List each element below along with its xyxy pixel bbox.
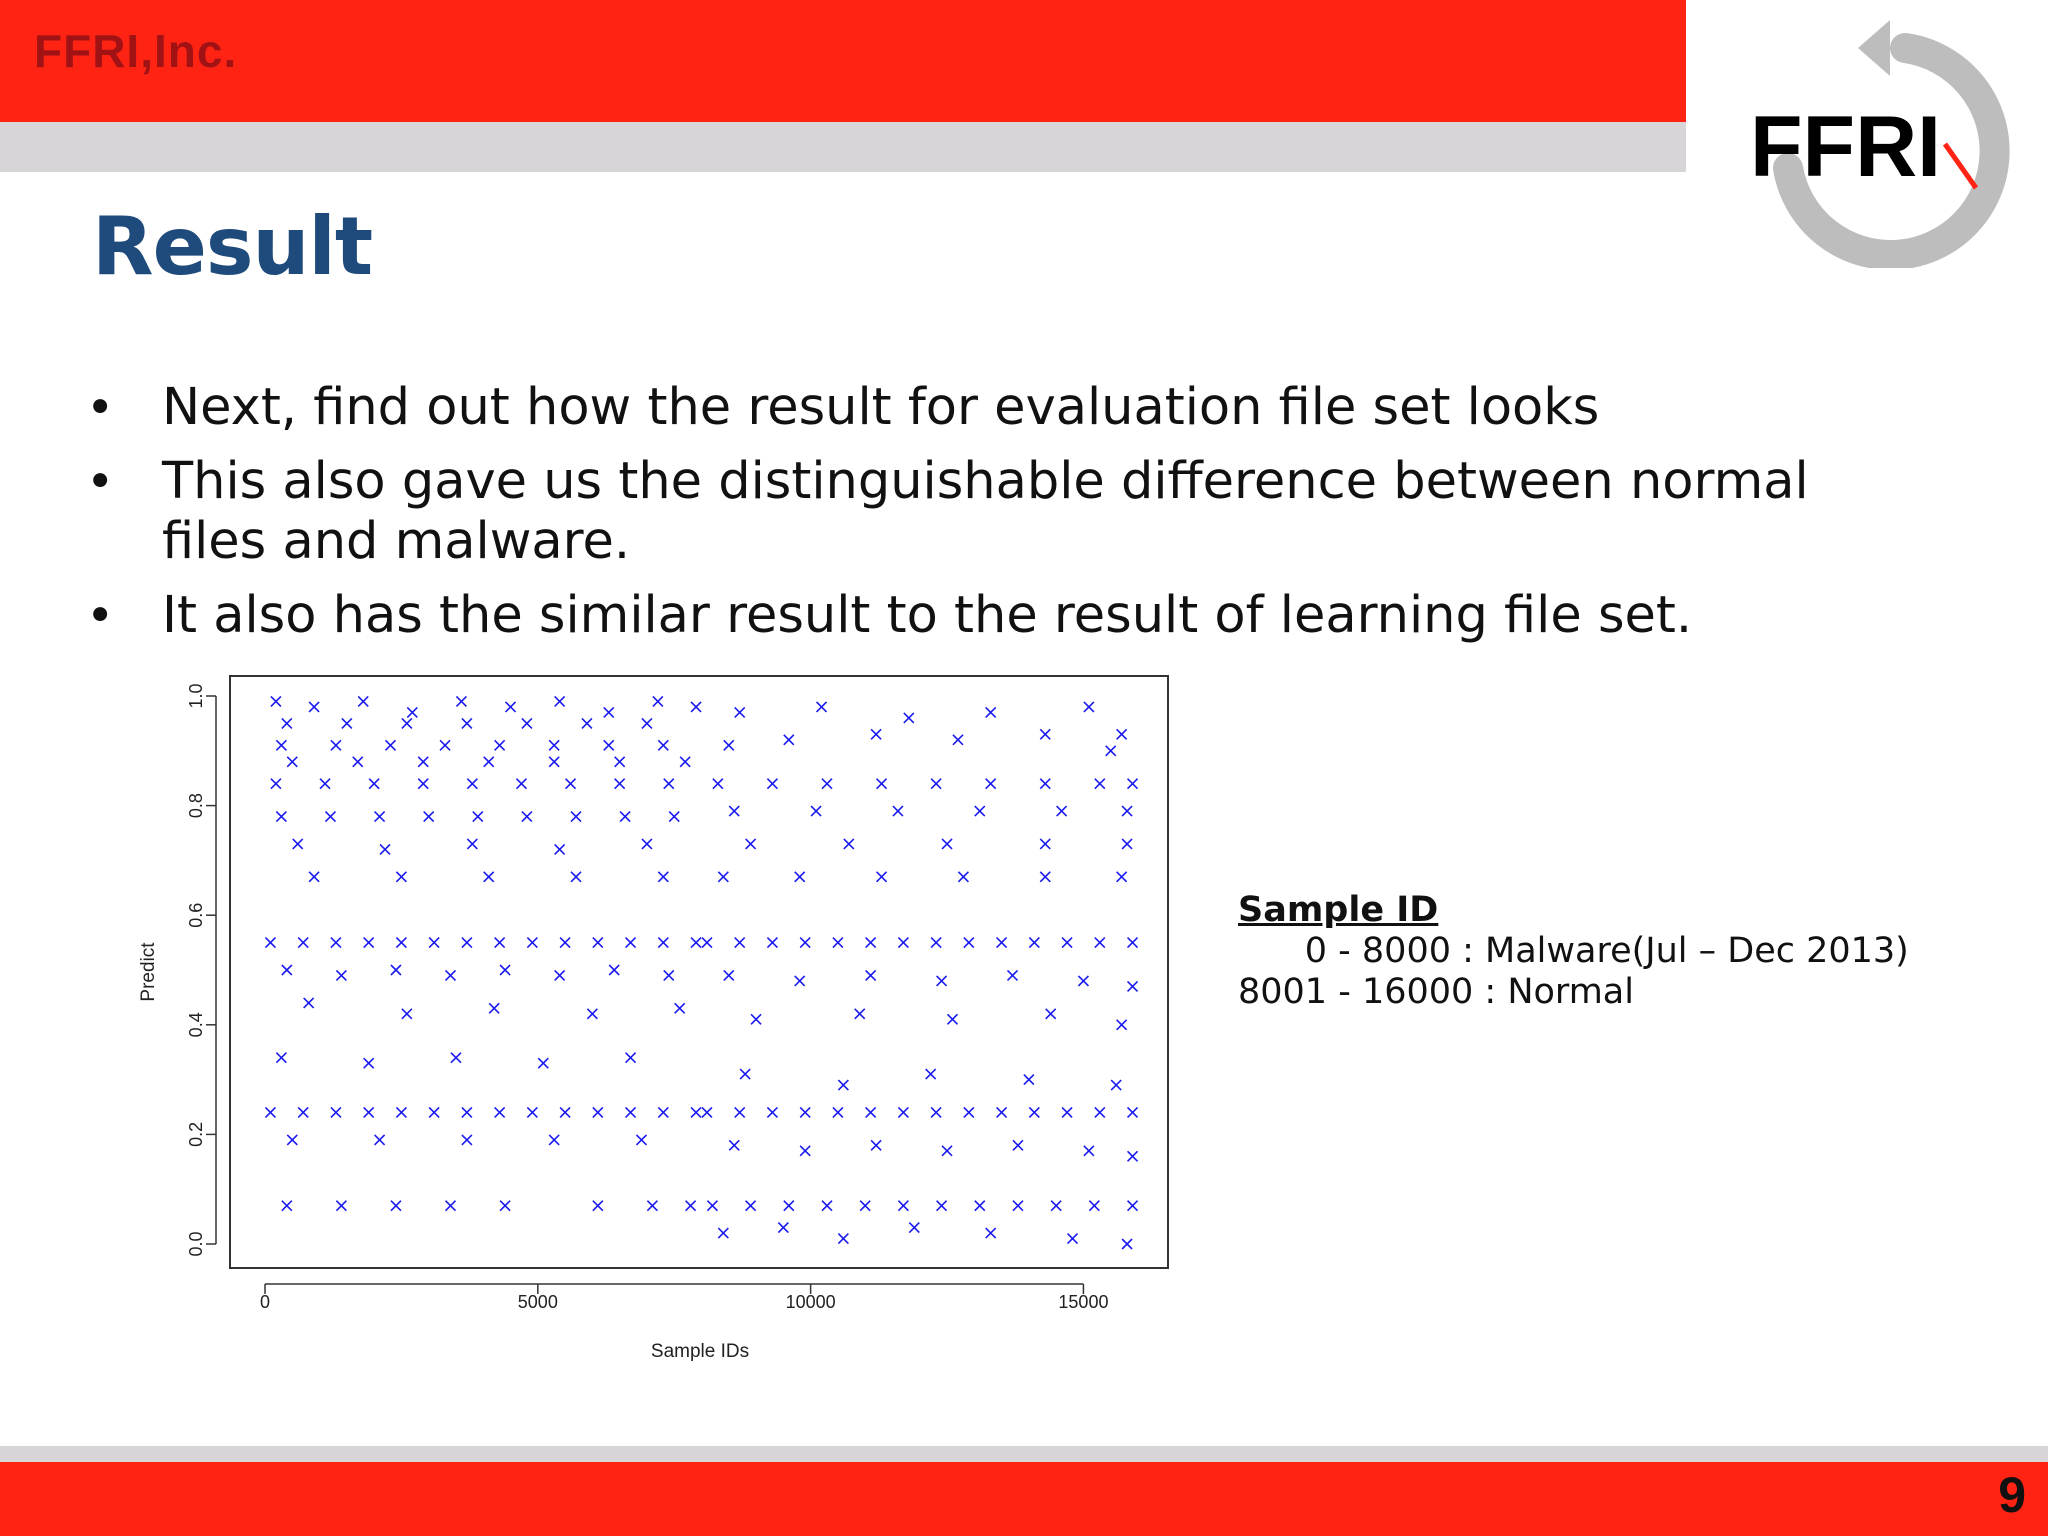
- data-point: [1013, 1140, 1023, 1150]
- bullet-text: Next, find out how the result for evaluation file set looks: [162, 378, 1600, 437]
- data-point: [1040, 839, 1050, 849]
- data-point: [282, 1201, 292, 1211]
- data-point: [898, 938, 908, 948]
- data-point: [385, 740, 395, 750]
- y-axis-label: Predict: [138, 942, 159, 1002]
- data-point: [866, 938, 876, 948]
- data-point: [997, 938, 1007, 948]
- bullet-item: [82, 586, 1922, 646]
- bullet-marker: •: [86, 380, 115, 436]
- data-point: [767, 1107, 777, 1117]
- data-point: [691, 938, 701, 948]
- data-point: [626, 1107, 636, 1117]
- data-point: [1089, 1201, 1099, 1211]
- data-point: [402, 1009, 412, 1019]
- data-point: [877, 779, 887, 789]
- data-point: [298, 938, 308, 948]
- data-point: [691, 1107, 701, 1117]
- bullet-list: [82, 378, 1922, 660]
- header-red-band: [0, 0, 1686, 122]
- data-point: [342, 718, 352, 728]
- data-point: [566, 779, 576, 789]
- data-point: [282, 965, 292, 975]
- data-point: [1122, 806, 1132, 816]
- data-point: [1128, 938, 1138, 948]
- data-point: [271, 696, 281, 706]
- data-point: [724, 740, 734, 750]
- data-point: [735, 1107, 745, 1117]
- data-point: [549, 1135, 559, 1145]
- data-point: [838, 1080, 848, 1090]
- data-point: [735, 707, 745, 717]
- data-point: [795, 976, 805, 986]
- data-point: [446, 970, 456, 980]
- data-point: [893, 806, 903, 816]
- data-point: [1111, 1080, 1121, 1090]
- data-point: [958, 872, 968, 882]
- data-point: [500, 1201, 510, 1211]
- data-point: [276, 740, 286, 750]
- data-point: [871, 729, 881, 739]
- data-point: [860, 1201, 870, 1211]
- data-point: [309, 702, 319, 712]
- data-point: [1051, 1201, 1061, 1211]
- data-point: [664, 970, 674, 980]
- data-point: [642, 839, 652, 849]
- data-point: [555, 696, 565, 706]
- data-point: [718, 872, 728, 882]
- data-point: [304, 998, 314, 1008]
- bullet-text: It also has the similar result to the result of learning file set.: [162, 586, 1693, 645]
- data-point: [571, 872, 581, 882]
- data-point: [707, 1201, 717, 1211]
- data-point: [1029, 938, 1039, 948]
- data-point: [795, 872, 805, 882]
- data-point: [391, 1201, 401, 1211]
- data-point: [462, 718, 472, 728]
- data-point: [811, 806, 821, 816]
- data-point: [375, 1135, 385, 1145]
- data-point: [265, 938, 275, 948]
- data-point: [364, 1107, 374, 1117]
- data-point: [462, 1107, 472, 1117]
- data-point: [626, 938, 636, 948]
- data-point: [331, 740, 341, 750]
- data-point: [653, 696, 663, 706]
- data-point: [364, 938, 374, 948]
- data-point: [926, 1069, 936, 1079]
- data-point: [751, 1014, 761, 1024]
- y-tick-label: 1.0: [186, 683, 206, 709]
- data-point: [549, 757, 559, 767]
- data-point: [484, 757, 494, 767]
- data-point: [484, 872, 494, 882]
- data-point: [456, 696, 466, 706]
- data-point: [331, 938, 341, 948]
- data-point: [1024, 1075, 1034, 1085]
- page-number: 9: [1998, 1467, 2026, 1523]
- bullet-marker: •: [86, 454, 115, 510]
- sample-id-legend: [1238, 890, 1909, 1013]
- data-point: [467, 839, 477, 849]
- data-point: [931, 1107, 941, 1117]
- data-point: [1062, 938, 1072, 948]
- data-point: [1095, 938, 1105, 948]
- data-point: [555, 970, 565, 980]
- data-point: [844, 839, 854, 849]
- data-point: [931, 938, 941, 948]
- data-point: [527, 1107, 537, 1117]
- data-point: [1106, 746, 1116, 756]
- data-point: [642, 718, 652, 728]
- data-point: [800, 938, 810, 948]
- data-point: [647, 1201, 657, 1211]
- data-point: [571, 812, 581, 822]
- data-point: [615, 757, 625, 767]
- data-point: [1046, 1009, 1056, 1019]
- data-point: [1128, 1151, 1138, 1161]
- data-point: [495, 1107, 505, 1117]
- data-point: [396, 872, 406, 882]
- plot-frame: [230, 676, 1168, 1268]
- data-point: [767, 938, 777, 948]
- bullet-item: [82, 378, 1922, 438]
- data-point: [904, 713, 914, 723]
- data-point: [937, 1201, 947, 1211]
- logo-text: FFRI: [1750, 99, 1942, 195]
- data-point: [1128, 1201, 1138, 1211]
- data-point: [522, 718, 532, 728]
- data-point: [975, 806, 985, 816]
- data-point: [549, 740, 559, 750]
- data-point: [538, 1058, 548, 1068]
- company-name: FFRI,Inc.: [34, 25, 238, 77]
- data-point: [838, 1234, 848, 1244]
- data-point: [320, 779, 330, 789]
- legend-line-normal: 8001 - 16000 : Normal: [1238, 972, 1634, 1012]
- data-point: [1040, 729, 1050, 739]
- bullet-text: This also gave us the distinguishable difference between normal files and malware.: [162, 452, 1809, 571]
- data-point: [615, 779, 625, 789]
- prediction-scatter-chart: [130, 672, 1190, 1372]
- data-point: [462, 938, 472, 948]
- data-point: [691, 702, 701, 712]
- data-point: [424, 812, 434, 822]
- x-tick-label: 10000: [785, 1292, 836, 1312]
- y-tick-label: 0.8: [186, 793, 206, 819]
- data-point: [702, 1107, 712, 1117]
- data-point: [495, 938, 505, 948]
- data-point: [451, 1053, 461, 1063]
- data-point: [620, 812, 630, 822]
- data-point: [800, 1107, 810, 1117]
- header-gray-band: [0, 122, 1686, 172]
- data-point: [369, 779, 379, 789]
- data-point: [1095, 1107, 1105, 1117]
- data-point: [587, 1009, 597, 1019]
- data-point: [658, 1107, 668, 1117]
- data-point: [1062, 1107, 1072, 1117]
- data-point: [947, 1014, 957, 1024]
- y-tick-label: 0.0: [186, 1231, 206, 1257]
- data-point: [391, 965, 401, 975]
- data-point: [560, 938, 570, 948]
- data-point: [898, 1107, 908, 1117]
- x-tick-label: 5000: [517, 1292, 558, 1312]
- data-point: [746, 839, 756, 849]
- x-tick-label: 0: [259, 1292, 271, 1312]
- data-point: [740, 1069, 750, 1079]
- data-point: [1117, 872, 1127, 882]
- data-point: [467, 779, 477, 789]
- data-point: [593, 938, 603, 948]
- data-point: [265, 1107, 275, 1117]
- data-point: [822, 1201, 832, 1211]
- y-tick-label: 0.2: [186, 1121, 206, 1147]
- data-point: [729, 806, 739, 816]
- data-point: [418, 757, 428, 767]
- data-point: [418, 779, 428, 789]
- data-point: [364, 1058, 374, 1068]
- y-tick-label: 0.6: [186, 902, 206, 928]
- data-point: [298, 1107, 308, 1117]
- data-point: [473, 812, 483, 822]
- data-point: [1068, 1234, 1078, 1244]
- data-point: [1117, 1020, 1127, 1030]
- data-point: [986, 707, 996, 717]
- ffri-logo: [1740, 18, 2040, 268]
- y-tick-label: 0.4: [186, 1012, 206, 1038]
- data-point: [767, 779, 777, 789]
- data-point: [1128, 981, 1138, 991]
- data-point: [746, 1201, 756, 1211]
- data-point: [1084, 702, 1094, 712]
- data-point: [784, 735, 794, 745]
- data-point: [800, 1146, 810, 1156]
- data-points: [265, 696, 1137, 1249]
- data-point: [877, 872, 887, 882]
- data-point: [953, 735, 963, 745]
- data-point: [964, 1107, 974, 1117]
- data-point: [396, 1107, 406, 1117]
- x-axis: [260, 1284, 1108, 1312]
- data-point: [718, 1228, 728, 1238]
- y-axis: [186, 683, 216, 1256]
- footer-red-band: [0, 1462, 2048, 1536]
- data-point: [675, 1003, 685, 1013]
- data-point: [271, 779, 281, 789]
- data-point: [1057, 806, 1067, 816]
- data-point: [336, 970, 346, 980]
- data-point: [336, 1201, 346, 1211]
- data-point: [729, 1140, 739, 1150]
- data-point: [1078, 976, 1088, 986]
- data-point: [282, 718, 292, 728]
- data-point: [680, 757, 690, 767]
- data-point: [560, 1107, 570, 1117]
- data-point: [1117, 729, 1127, 739]
- data-point: [658, 872, 668, 882]
- data-point: [495, 740, 505, 750]
- data-point: [516, 779, 526, 789]
- data-point: [1128, 1107, 1138, 1117]
- data-point: [276, 812, 286, 822]
- data-point: [964, 938, 974, 948]
- data-point: [276, 1053, 286, 1063]
- data-point: [898, 1201, 908, 1211]
- bullet-item: [82, 452, 1922, 572]
- data-point: [331, 1107, 341, 1117]
- data-point: [784, 1201, 794, 1211]
- data-point: [462, 1135, 472, 1145]
- data-point: [833, 1107, 843, 1117]
- data-point: [937, 976, 947, 986]
- data-point: [686, 1201, 696, 1211]
- data-point: [626, 1053, 636, 1063]
- data-point: [866, 970, 876, 980]
- data-point: [1008, 970, 1018, 980]
- x-tick-label: 15000: [1058, 1292, 1109, 1312]
- footer-gray-band: [0, 1446, 2048, 1462]
- data-point: [380, 844, 390, 854]
- data-point: [871, 1140, 881, 1150]
- data-point: [1013, 1201, 1023, 1211]
- data-point: [402, 718, 412, 728]
- data-point: [604, 707, 614, 717]
- data-point: [1084, 1146, 1094, 1156]
- data-point: [1095, 779, 1105, 789]
- data-point: [855, 1009, 865, 1019]
- data-point: [664, 779, 674, 789]
- data-point: [735, 938, 745, 948]
- data-point: [375, 812, 385, 822]
- data-point: [636, 1135, 646, 1145]
- data-point: [293, 839, 303, 849]
- data-point: [669, 812, 679, 822]
- data-point: [866, 1107, 876, 1117]
- data-point: [500, 965, 510, 975]
- data-point: [986, 779, 996, 789]
- data-point: [1122, 839, 1132, 849]
- data-point: [833, 938, 843, 948]
- data-point: [287, 1135, 297, 1145]
- data-point: [1040, 872, 1050, 882]
- x-axis-label: Sample IDs: [650, 1341, 750, 1362]
- data-point: [942, 839, 952, 849]
- data-point: [325, 812, 335, 822]
- data-point: [1128, 779, 1138, 789]
- data-point: [429, 1107, 439, 1117]
- data-point: [358, 696, 368, 706]
- data-point: [604, 740, 614, 750]
- data-point: [440, 740, 450, 750]
- data-point: [396, 938, 406, 948]
- data-point: [506, 702, 516, 712]
- data-point: [555, 844, 565, 854]
- data-point: [778, 1223, 788, 1233]
- data-point: [822, 779, 832, 789]
- data-point: [1029, 1107, 1039, 1117]
- data-point: [309, 872, 319, 882]
- data-point: [817, 702, 827, 712]
- data-point: [407, 707, 417, 717]
- data-point: [658, 938, 668, 948]
- data-point: [909, 1223, 919, 1233]
- bullet-marker: •: [86, 588, 115, 644]
- data-point: [522, 812, 532, 822]
- data-point: [527, 938, 537, 948]
- data-point: [287, 757, 297, 767]
- data-point: [658, 740, 668, 750]
- legend-title: Sample ID: [1238, 890, 1439, 930]
- data-point: [582, 718, 592, 728]
- legend-line-malware: 0 - 8000 : Malware(Jul – Dec 2013): [1238, 931, 1909, 971]
- data-point: [724, 970, 734, 980]
- data-point: [702, 938, 712, 948]
- slide-title: Result: [92, 200, 373, 293]
- data-point: [713, 779, 723, 789]
- data-point: [353, 757, 363, 767]
- data-point: [429, 938, 439, 948]
- data-point: [942, 1146, 952, 1156]
- data-point: [931, 779, 941, 789]
- data-point: [489, 1003, 499, 1013]
- data-point: [975, 1201, 985, 1211]
- data-point: [997, 1107, 1007, 1117]
- data-point: [986, 1228, 996, 1238]
- data-point: [446, 1201, 456, 1211]
- data-point: [609, 965, 619, 975]
- data-point: [1040, 779, 1050, 789]
- data-point: [1122, 1239, 1132, 1249]
- data-point: [593, 1201, 603, 1211]
- data-point: [593, 1107, 603, 1117]
